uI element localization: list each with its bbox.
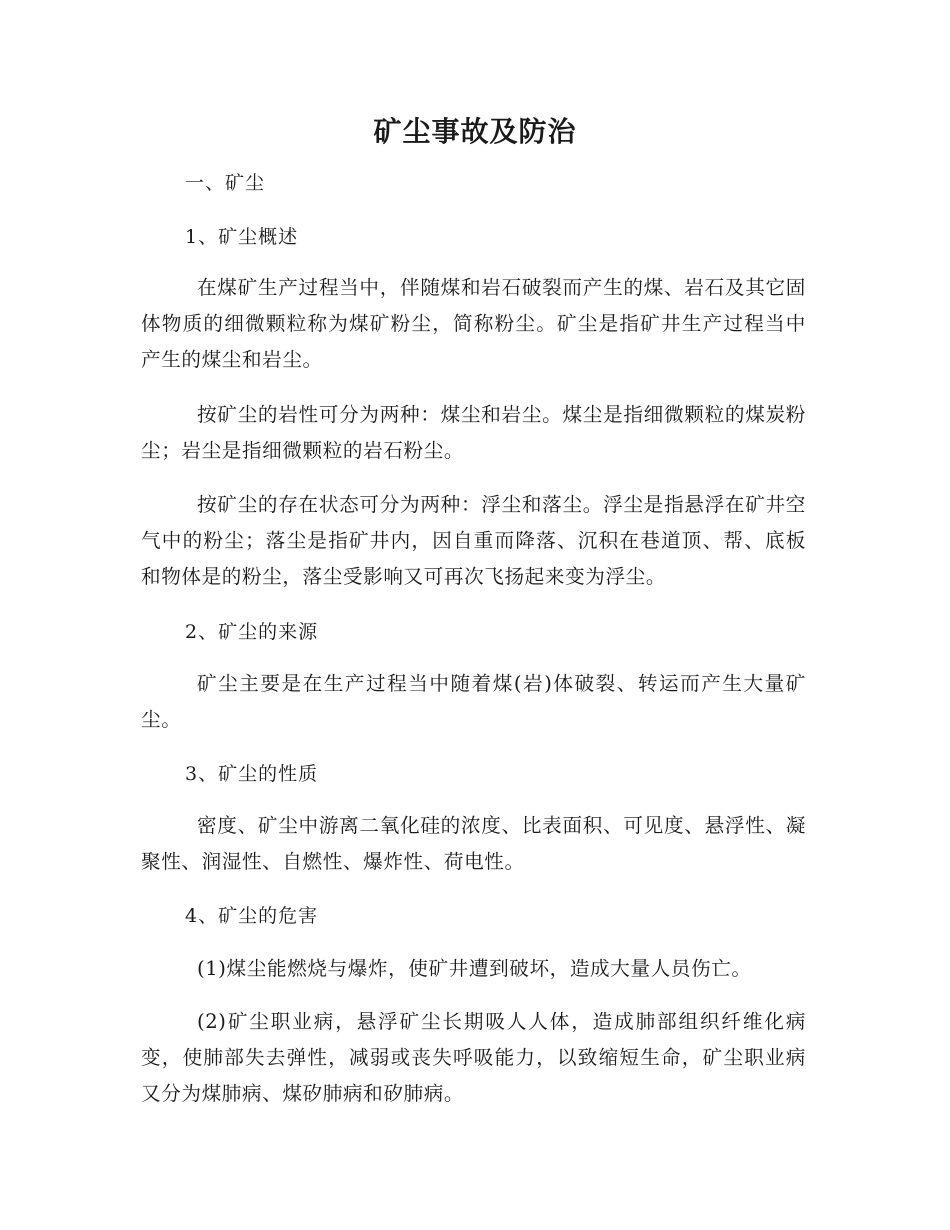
- paragraph-properties: 密度、矿尘中游离二氧化硅的浓度、比表面积、可见度、悬浮性、凝聚性、润湿性、自燃性、爆炸性、荷电性。: [141, 814, 806, 873]
- page-title: 矿尘事故及防治: [373, 115, 577, 148]
- heading-hazards: 4、矿尘的危害: [185, 905, 319, 927]
- paragraph-hazard-1: (1)煤尘能燃烧与爆炸，使矿井遭到破坏，造成大量人员伤亡。: [197, 957, 752, 980]
- paragraph-state: 按矿尘的存在状态可分为两种：浮尘和落尘。浮尘是指悬浮在矿井空气中的粉尘；落尘是指矿井内，因自重而降落、沉积在巷道顶、帮、底板和物体是的粉尘，落尘受影响又可再次飞扬起来变为浮尘。: [141, 493, 806, 588]
- heading-properties: 3、矿尘的性质: [185, 763, 319, 785]
- heading-source: 2、矿尘的来源: [185, 621, 319, 643]
- paragraph-hazard-2: (2)矿尘职业病，悬浮矿尘长期吸人人体，造成肺部组织纤维化病变，使肺部失去弹性，减弱或丧失呼吸能力，以致缩短生命，矿尘职业病又分为煤肺病、煤矽肺病和矽肺病。: [141, 1010, 806, 1105]
- paragraph-lithology: 按矿尘的岩性可分为两种：煤尘和岩尘。煤尘是指细微颗粒的煤炭粉尘；岩尘是指细微颗粒的岩石粉尘。: [141, 403, 806, 462]
- paragraph-definition: 在煤矿生产过程当中，伴随煤和岩石破裂而产生的煤、岩石及其它固体物质的细微颗粒称为煤矿粉尘，简称粉尘。矿尘是指矿井生产过程当中产生的煤尘和岩尘。: [141, 276, 806, 371]
- paragraph-source: 矿尘主要是在生产过程当中随着煤(岩)体破裂、转运而产生大量矿尘。: [141, 672, 806, 731]
- heading-mine-dust: 一、矿尘: [185, 172, 266, 194]
- heading-overview: 1、矿尘概述: [185, 226, 299, 248]
